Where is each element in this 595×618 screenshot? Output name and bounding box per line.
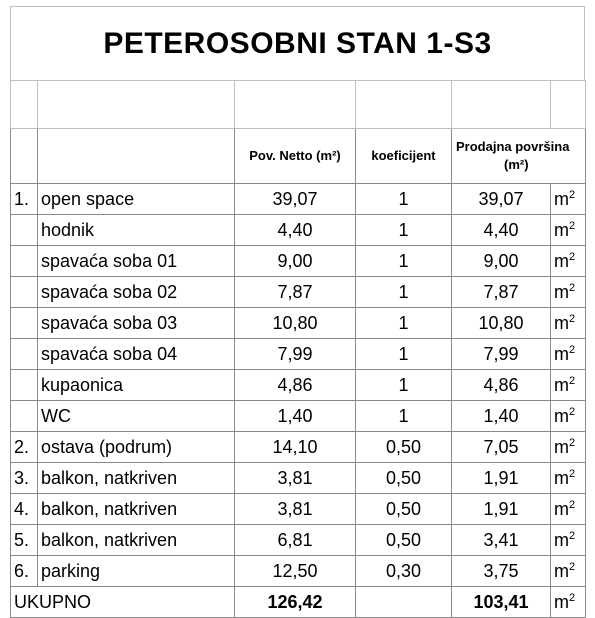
unit-cell xyxy=(551,246,586,277)
row-number: 3. xyxy=(11,463,38,494)
koeficijent-value: 0,50 xyxy=(356,525,452,556)
unit-exponent: 2 xyxy=(569,250,576,263)
room-name: balkon, natkriven xyxy=(38,525,235,556)
unit-base: m xyxy=(554,560,569,581)
unit-base: m xyxy=(554,498,569,519)
total-netto: 126,42 xyxy=(235,587,356,618)
table-row xyxy=(11,184,586,215)
unit-base: m xyxy=(554,467,569,488)
netto-value: 3,81 xyxy=(235,463,356,494)
netto-value: 14,10 xyxy=(235,432,356,463)
prodajna-value: 4,40 xyxy=(452,215,551,246)
empty-cell xyxy=(11,81,38,129)
empty-cell xyxy=(356,81,452,129)
unit-cell xyxy=(551,525,586,556)
koeficijent-value: 1 xyxy=(356,215,452,246)
header-koeficijent: koeficijent xyxy=(356,129,452,184)
room-name: WC xyxy=(38,401,235,432)
empty-cell xyxy=(551,81,586,129)
table-row xyxy=(11,215,586,246)
unit-cell xyxy=(551,587,586,618)
unit-exponent: 2 xyxy=(569,529,576,542)
total-prodajna: 103,41 xyxy=(452,587,551,618)
table-row xyxy=(11,401,586,432)
row-number xyxy=(11,339,38,370)
unit-exponent: 2 xyxy=(569,498,576,511)
unit-base: m xyxy=(554,343,569,364)
prodajna-value: 39,07 xyxy=(452,184,551,215)
prodajna-value: 7,05 xyxy=(452,432,551,463)
netto-value: 7,87 xyxy=(235,277,356,308)
unit-exponent: 2 xyxy=(569,591,576,604)
unit-exponent: 2 xyxy=(569,188,576,201)
header-prodajna xyxy=(452,129,586,184)
header-row xyxy=(11,129,586,184)
room-name: spavaća soba 04 xyxy=(38,339,235,370)
room-name: spavaća soba 03 xyxy=(38,308,235,339)
row-number: 2. xyxy=(11,432,38,463)
table-row xyxy=(11,463,586,494)
row-number: 5. xyxy=(11,525,38,556)
koeficijent-value: 1 xyxy=(356,401,452,432)
unit-exponent: 2 xyxy=(569,281,576,294)
room-name: balkon, natkriven xyxy=(38,494,235,525)
room-name: spavaća soba 01 xyxy=(38,246,235,277)
table-row xyxy=(11,494,586,525)
netto-value: 4,86 xyxy=(235,370,356,401)
row-number: 4. xyxy=(11,494,38,525)
koeficijent-value: 0,50 xyxy=(356,432,452,463)
koeficijent-value: 1 xyxy=(356,370,452,401)
koeficijent-value: 1 xyxy=(356,184,452,215)
header-prodajna-line2: (m²) xyxy=(504,157,529,172)
table-row xyxy=(11,432,586,463)
total-koeficijent xyxy=(356,587,452,618)
netto-value: 7,99 xyxy=(235,339,356,370)
total-label: UKUPNO xyxy=(11,587,235,618)
prodajna-value: 1,91 xyxy=(452,463,551,494)
empty-cell xyxy=(452,81,551,129)
unit-cell xyxy=(551,463,586,494)
area-sheet xyxy=(10,6,585,618)
unit-base: m xyxy=(554,312,569,333)
unit-exponent: 2 xyxy=(569,467,576,480)
unit-cell xyxy=(551,494,586,525)
row-number xyxy=(11,308,38,339)
unit-base: m xyxy=(554,281,569,302)
prodajna-value: 7,99 xyxy=(452,339,551,370)
table-row xyxy=(11,308,586,339)
unit-cell xyxy=(551,339,586,370)
area-table xyxy=(10,80,586,618)
koeficijent-value: 0,30 xyxy=(356,556,452,587)
row-number: 6. xyxy=(11,556,38,587)
unit-base: m xyxy=(554,219,569,240)
room-name: hodnik xyxy=(38,215,235,246)
table-row xyxy=(11,339,586,370)
netto-value: 6,81 xyxy=(235,525,356,556)
netto-value: 9,00 xyxy=(235,246,356,277)
header-name xyxy=(38,129,235,184)
unit-cell xyxy=(551,556,586,587)
table-row xyxy=(11,556,586,587)
room-name: kupaonica xyxy=(38,370,235,401)
unit-exponent: 2 xyxy=(569,436,576,449)
unit-exponent: 2 xyxy=(569,312,576,325)
koeficijent-value: 1 xyxy=(356,277,452,308)
prodajna-value: 9,00 xyxy=(452,246,551,277)
unit-base: m xyxy=(554,529,569,550)
netto-value: 10,80 xyxy=(235,308,356,339)
prodajna-value: 7,87 xyxy=(452,277,551,308)
koeficijent-value: 0,50 xyxy=(356,494,452,525)
unit-cell xyxy=(551,184,586,215)
koeficijent-value: 1 xyxy=(356,308,452,339)
koeficijent-value: 1 xyxy=(356,339,452,370)
table-row xyxy=(11,525,586,556)
unit-cell xyxy=(551,277,586,308)
netto-value: 3,81 xyxy=(235,494,356,525)
row-number xyxy=(11,246,38,277)
row-number xyxy=(11,401,38,432)
page-title: PETEROSOBNI STAN 1-S3 xyxy=(10,6,585,80)
koeficijent-value: 0,50 xyxy=(356,463,452,494)
header-no xyxy=(11,129,38,184)
row-number: 1. xyxy=(11,184,38,215)
prodajna-value: 10,80 xyxy=(452,308,551,339)
unit-base: m xyxy=(554,436,569,457)
unit-exponent: 2 xyxy=(569,343,576,356)
koeficijent-value: 1 xyxy=(356,246,452,277)
unit-base: m xyxy=(554,250,569,271)
unit-cell xyxy=(551,308,586,339)
header-prodajna-line1: Prodajna površina xyxy=(456,139,570,155)
prodajna-value: 1,40 xyxy=(452,401,551,432)
row-number xyxy=(11,215,38,246)
unit-exponent: 2 xyxy=(569,405,576,418)
unit-base: m xyxy=(554,374,569,395)
unit-base: m xyxy=(554,188,569,209)
unit-cell xyxy=(551,432,586,463)
table-row xyxy=(11,370,586,401)
netto-value: 12,50 xyxy=(235,556,356,587)
prodajna-value: 3,75 xyxy=(452,556,551,587)
prodajna-value: 4,86 xyxy=(452,370,551,401)
prodajna-value: 3,41 xyxy=(452,525,551,556)
unit-cell xyxy=(551,370,586,401)
row-number xyxy=(11,277,38,308)
room-name: open space xyxy=(38,184,235,215)
prodajna-value: 1,91 xyxy=(452,494,551,525)
unit-exponent: 2 xyxy=(569,560,576,573)
netto-value: 39,07 xyxy=(235,184,356,215)
table-row xyxy=(11,277,586,308)
room-name: ostava (podrum) xyxy=(38,432,235,463)
unit-cell xyxy=(551,215,586,246)
empty-row xyxy=(11,81,586,129)
empty-cell xyxy=(38,81,235,129)
unit-base: m xyxy=(554,591,569,612)
table-row xyxy=(11,246,586,277)
unit-base: m xyxy=(554,405,569,426)
unit-cell xyxy=(551,401,586,432)
row-number xyxy=(11,370,38,401)
room-name: balkon, natkriven xyxy=(38,463,235,494)
unit-exponent: 2 xyxy=(569,374,576,387)
netto-value: 1,40 xyxy=(235,401,356,432)
room-name: parking xyxy=(38,556,235,587)
room-name: spavaća soba 02 xyxy=(38,277,235,308)
total-row xyxy=(11,587,586,618)
empty-cell xyxy=(235,81,356,129)
unit-exponent: 2 xyxy=(569,219,576,232)
header-netto: Pov. Netto (m²) xyxy=(235,129,356,184)
netto-value: 4,40 xyxy=(235,215,356,246)
